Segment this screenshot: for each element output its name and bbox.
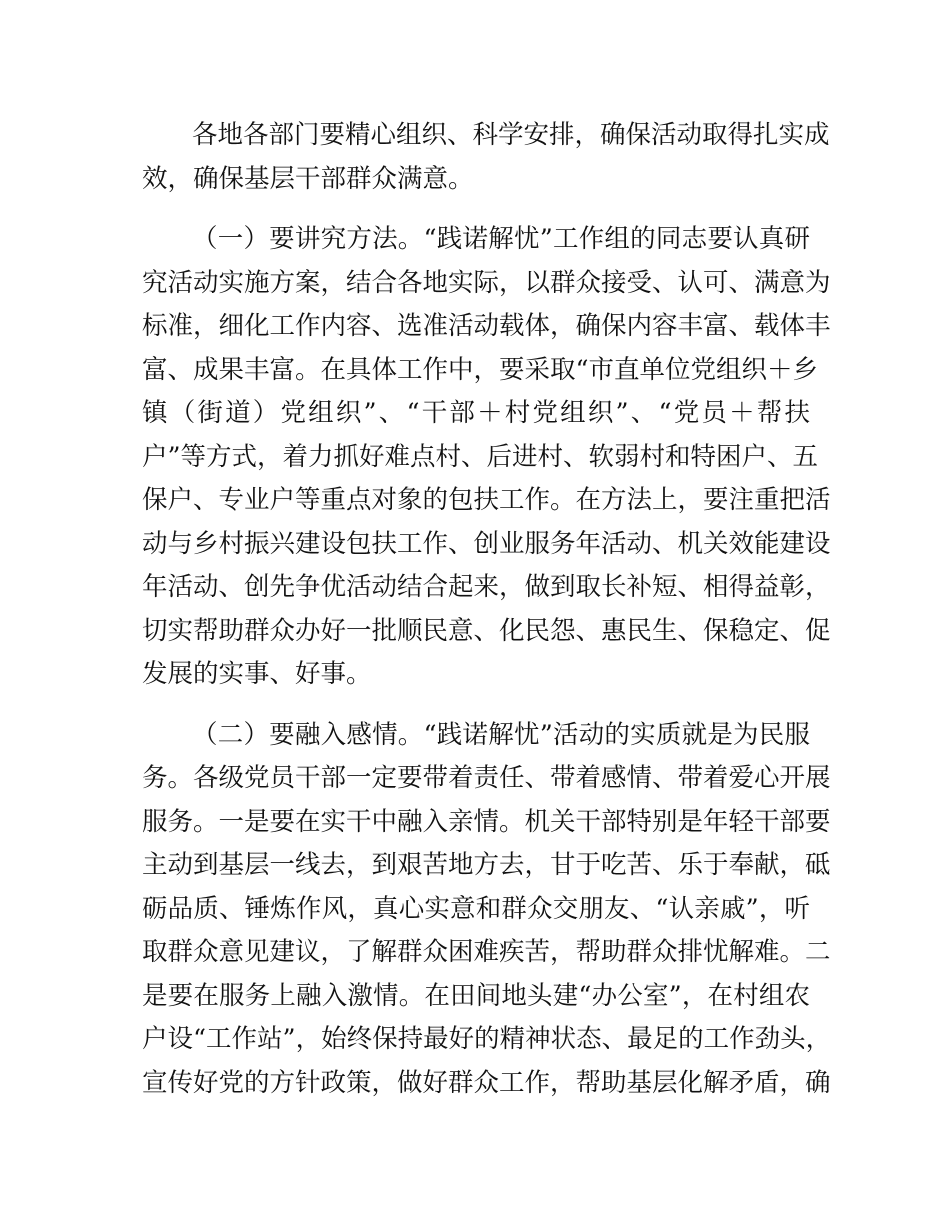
text-line: 取群众意见建议，了解群众困难疾苦，帮助群众排忧解难。二 bbox=[142, 937, 831, 967]
text-line: （一）要讲究方法。“践诺解忧”工作组的同志要认真研 bbox=[192, 224, 810, 254]
text-line: 动与乡村振兴建设包扶工作、创业服务年活动、机关效能建设 bbox=[142, 528, 831, 559]
text-line: 效，确保基层干部群众满意。 bbox=[142, 163, 474, 194]
text-line: 富、成果丰富。在具体工作中，要采取“市直单位党组织＋乡 bbox=[142, 354, 819, 385]
text-line: 各地各部门要精心组织、科学安排，确保活动取得扎实成 bbox=[192, 120, 830, 150]
text-line: 发展的实事、好事。 bbox=[142, 659, 372, 689]
paragraph-method bbox=[142, 218, 831, 697]
text-line: 砺品质、锤炼作风，真心实意和群众交朋友、“认亲戚”，听 bbox=[142, 893, 810, 924]
text-line: 服务。一是要在实干中融入亲情。机关干部特别是年轻干部要 bbox=[142, 806, 831, 837]
text-line: 镇（街道）党组织”、“干部＋村党组织”、“党员＋帮扶 bbox=[142, 398, 810, 428]
text-line: 主动到基层一线去，到艰苦地方去，甘于吃苦、乐于奉献，砥 bbox=[142, 850, 831, 880]
text-line: 保户、专业户等重点对象的包扶工作。在方法上，要注重把活 bbox=[142, 485, 831, 515]
text-line: 究活动实施方案，结合各地实际，以群众接受、认可、满意为 bbox=[142, 267, 831, 298]
text-line: （二）要融入感情。“践诺解忧”活动的实质就是为民服 bbox=[192, 719, 810, 750]
text-line: 年活动、创先争优活动结合起来，做到取长补短、相得益彰， bbox=[142, 572, 831, 602]
text-line: 户”等方式，着力抓好难点村、后进村、软弱村和特困户、五 bbox=[142, 441, 819, 472]
paragraph-emotion bbox=[142, 714, 832, 1106]
text-line: 户设“工作站”，始终保持最好的精神状态、最足的工作劲头， bbox=[142, 1024, 832, 1054]
text-line: 标准，细化工作内容、选准活动载体，确保内容丰富、载体丰 bbox=[142, 311, 831, 341]
text-line: 务。各级党员干部一定要带着责任、带着感情、带着爱心开展 bbox=[142, 763, 831, 793]
text-line: 宣传好党的方针政策，做好群众工作，帮助基层化解矛盾，确 bbox=[142, 1067, 831, 1098]
text-line: 切实帮助群众办好一批顺民意、化民怨、惠民生、保稳定、促 bbox=[142, 615, 831, 646]
text-line: 是要在服务上融入激情。在田间地头建“办公室”，在村组农 bbox=[142, 980, 810, 1011]
paragraph-intro bbox=[142, 114, 830, 201]
document-body bbox=[142, 114, 832, 1122]
